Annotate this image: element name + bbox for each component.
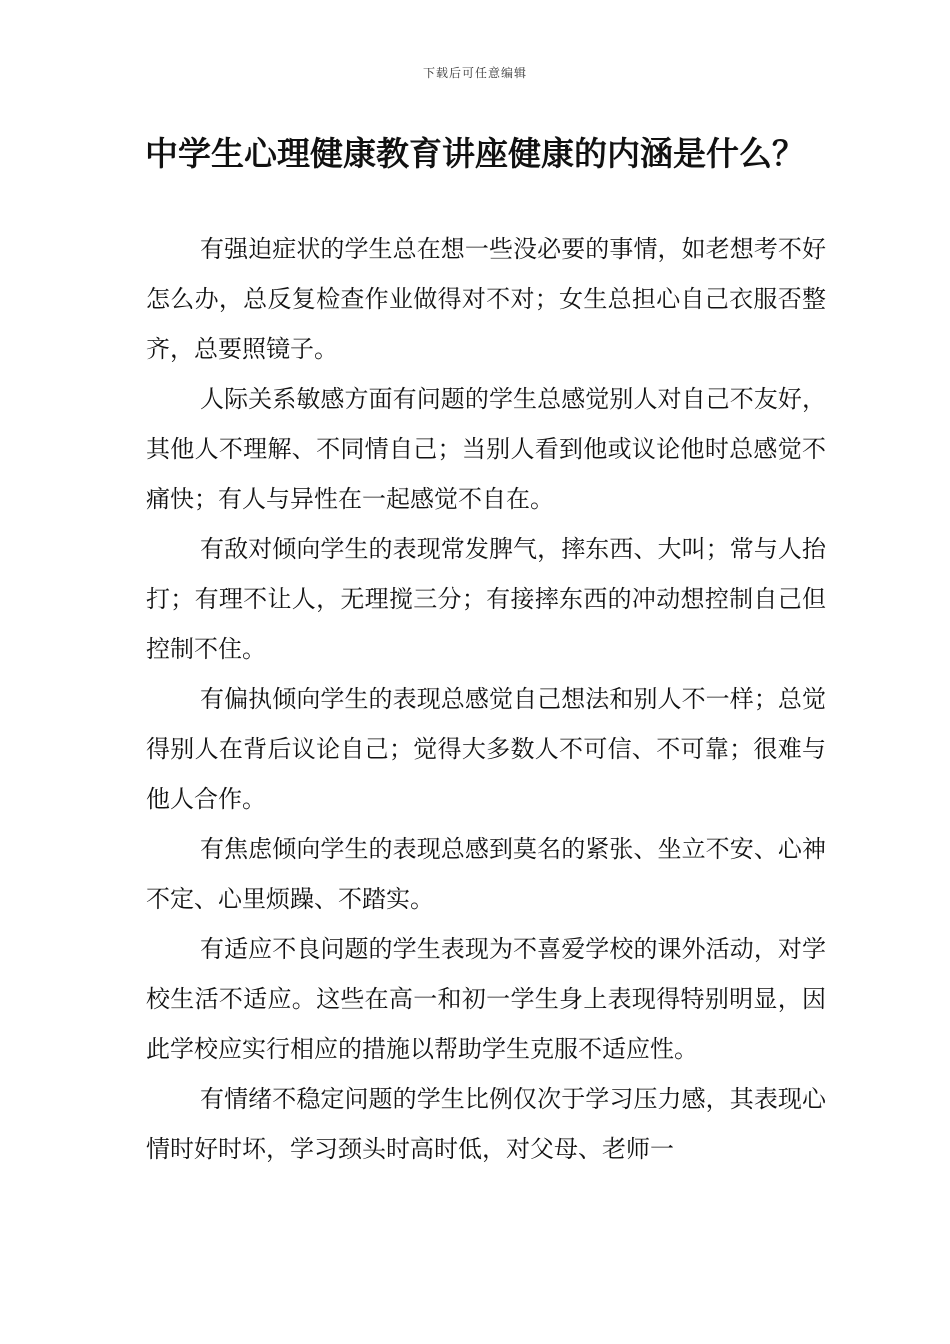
- paragraph-maladjustment: 有适应不良问题的学生表现为不喜爱学校的课外活动，对学校生活不适应。这些在高一和初一学生身上表现得特别明显，因此学校应实行相应的措施以帮助学生克服不适应性。: [146, 935, 826, 1063]
- paragraph-obsessive: 有强迫症状的学生总在想一些没必要的事情，如老想考不好怎么办，总反复检查作业做得对不对；女生总担心自己衣服否整齐，总要照镜子。: [146, 235, 826, 363]
- paragraph-paranoia: 有偏执倾向学生的表现总感觉自己想法和别人不一样；总觉得别人在背后议论自己；觉得大多数人不可信、不可靠；很难与他人合作。: [146, 685, 826, 813]
- page-header-note: 下载后可任意编辑: [422, 66, 527, 80]
- document-body: [146, 224, 826, 1174]
- paragraph-emotional-instability: 有情绪不稳定问题的学生比例仅次于学习压力感，其表现心情时好时坏，学习颈头时高时低，对父母、老师一: [146, 1085, 826, 1163]
- paragraph-interpersonal: 人际关系敏感方面有问题的学生总感觉别人对自己不友好，其他人不理解、不同情自己；当别人看到他或议论他时总感觉不痛快；有人与异性在一起感觉不自在。: [146, 385, 826, 513]
- paragraph-anxiety: 有焦虑倾向学生的表现总感到莫名的紧张、坐立不安、心神不定、心里烦躁、不踏实。: [146, 835, 826, 913]
- paragraph-hostility: 有敌对倾向学生的表现常发脾气，摔东西、大叫；常与人抬打；有理不让人，无理搅三分；有接摔东西的冲动想控制自己但控制不住。: [146, 535, 826, 663]
- document-title: 中学生心理健康教育讲座健康的内涵是什么？: [145, 134, 805, 173]
